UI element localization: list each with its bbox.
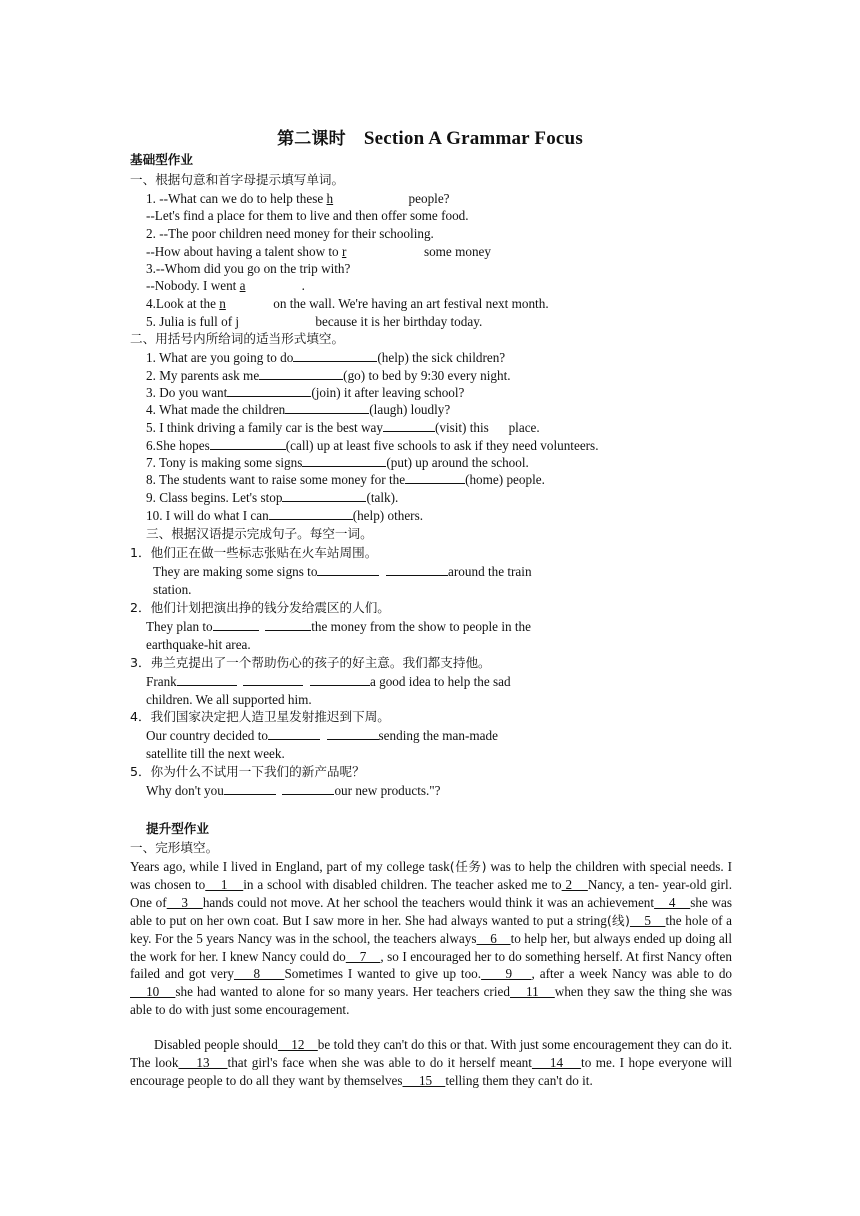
part3-s2-chinese: 2．他们计划把演出挣的钱分发给震区的人们。 [130,600,390,615]
q2b-blank[interactable] [342,243,424,260]
advanced-heading: 提升型作业 [146,821,209,836]
part3-s1-english [153,563,532,580]
cloze-blank[interactable]: 11 [509,984,555,1000]
q1a-letter: h [326,191,334,206]
answer-blank[interactable] [177,673,237,686]
q4-post: on the wall. We're having an art festival next month. [273,296,549,311]
item-hint: (go) to bed by 9:30 every night. [343,368,511,383]
part2-item-10 [146,507,423,524]
basic-heading: 基础型作业 [130,152,193,167]
part2-item-1 [146,349,505,366]
paragraph-text: , so I encouraged her to do something herself. At first Nancy often failed and got very [130,948,733,982]
part2-item-8 [146,471,545,488]
s2-text: They plan to [146,619,213,634]
paragraph-text: the hole of a key. For the 5 years Nancy was in the school, the teachers always [130,912,733,946]
answer-blank[interactable] [224,782,276,795]
q4-letter: n [219,296,226,311]
answer-blank[interactable] [327,727,379,740]
s5-text-2: our new products."? [334,783,441,798]
cloze-blank[interactable]: 13 [178,1054,228,1070]
cloze-blank[interactable]: 8 [233,966,285,982]
answer-blank[interactable] [282,489,366,502]
q3b-text: --Nobody. I went [146,278,240,293]
item-text: 1. What are you going to do [146,350,294,365]
paragraph-text: she had wanted to alone for so many years. Her teachers cried [175,984,510,1000]
s4-text: Our country decided to [146,728,268,743]
paragraph-text: (任务) [449,859,487,874]
part2-item-4 [146,401,450,418]
part2-item-2 [146,367,511,384]
cloze-blank[interactable]: 4 [654,894,691,910]
item-hint: (help) the sick children? [377,350,506,365]
s1-text: They are making some signs to [153,564,318,579]
cloze-blank[interactable]: 6 [476,930,511,946]
q3b-post: . [301,278,305,293]
title-english: Section A Grammar Focus [363,128,583,149]
answer-blank[interactable] [243,673,303,686]
answer-blank[interactable] [405,471,465,484]
item-hint: (laugh) loudly? [369,402,451,417]
cloze-blank[interactable]: 12 [277,1037,318,1052]
answer-blank[interactable] [213,618,259,631]
s2-text-2: the money from the show to people in the [311,619,531,634]
paragraph-text: Years ago, while I lived in England, part of my college task [130,859,450,874]
cloze-heading: 一、完形填空。 [130,840,219,855]
paragraph-text: to help her, but always ended up doing all the work for her. I knew Nancy could do [130,930,732,964]
answer-blank[interactable] [383,419,435,432]
part3-s2-cont: earthquake-hit area. [146,637,251,652]
part1-heading: 一、根据句意和首字母提示填写单词。 [130,172,345,187]
part3-s2-english [146,618,531,635]
part3-s5-english [146,782,441,799]
cloze-blank[interactable]: 15 [402,1072,446,1088]
answer-blank[interactable] [210,437,286,450]
item-text: 6.She hopes [146,438,210,453]
paragraph-text: in a school with disabled children. The teacher asked me to [243,876,562,892]
title-chinese: 第二课时 [277,129,346,149]
answer-blank[interactable] [310,673,370,686]
q2b-letter: r [341,244,347,259]
q1a-blank[interactable] [327,190,409,207]
answer-blank[interactable] [317,563,379,576]
cloze-blank[interactable]: 14 [531,1054,582,1070]
q4-blank[interactable] [219,295,273,312]
cloze-blank[interactable]: 2 [561,876,588,892]
s3-text-2: a good idea to help the sad [369,674,511,689]
s4-text-2: sending the man-made [378,728,498,743]
cloze-blank[interactable]: 1 [205,876,244,892]
paragraph-text: (线) [606,912,630,928]
answer-blank[interactable] [282,782,334,795]
part2-item-7 [146,454,529,471]
paragraph-text: when they saw the thing she was able to do with just some encouragement. [130,984,733,1018]
part3-s1-chinese: 1．他们正在做一些标志张贴在火车站周围。 [130,545,378,560]
item-text: 8. The students want to raise some money for the [146,472,406,487]
paragraph-text: Sometimes I wanted to give up too. [284,966,482,982]
paragraph-text: be told they can't do this or that. With just some encouragement they can do it. The look [130,1037,733,1070]
q3b-letter: a [239,278,246,293]
q5-blank[interactable] [235,313,315,330]
item-text: 5. I think driving a family car is the best way [146,420,383,435]
part1-q2b [146,243,491,260]
part1-q1a [146,190,450,207]
cloze-blank[interactable]: 3 [166,894,203,910]
cloze-blank[interactable]: 9 [481,966,532,982]
q3b-blank[interactable] [240,277,302,294]
cloze-paragraph-2 [130,1036,732,1090]
s1-text-2: around the train [448,564,532,579]
answer-blank[interactable] [293,349,377,362]
part3-s4-cont: satellite till the next week. [146,746,285,761]
item-hint: (talk). [366,490,399,505]
paragraph-text: Nancy, a ten- year-old girl. One of [130,876,733,910]
paragraph-text: , after a week Nancy was able to do [531,966,733,982]
answer-blank[interactable] [285,401,369,414]
answer-blank[interactable] [265,618,311,631]
part3-heading: 三、根据汉语提示完成句子。每空一词。 [146,526,373,541]
page-title [0,124,860,150]
cloze-blank[interactable]: 7 [345,948,381,964]
answer-blank[interactable] [302,454,386,467]
part1-q3b [146,277,305,294]
paragraph-text: that girl's face when she was able to do it herself meant [227,1054,532,1070]
answer-blank[interactable] [227,384,311,397]
part2-item-9 [146,489,398,506]
paragraph-text: hands could not move. At her school the teachers would think it was an achievement [202,894,655,910]
cloze-paragraph-1 [130,858,732,1019]
part3-s4-chinese: 4．我们国家决定把人造卫星发射推迟到下周。 [130,709,390,724]
item-text: 7. Tony is making some signs [146,455,303,470]
q5-text: 5. Julia is full of [146,314,236,329]
part3-s3-cont: children. We all supported him. [146,692,312,707]
part2-item-5 [146,419,540,436]
s3-text: Frank [146,674,177,689]
cloze-blank[interactable]: 10 [130,984,176,1000]
item-hint: (put) up around the school. [386,455,529,470]
item-text: 4. What made the children [146,402,286,417]
answer-blank[interactable] [268,727,320,740]
part1-q1b: --Let's find a place for them to live and then offer some food. [146,208,469,223]
part2-item-3 [146,384,464,401]
q2b-post: some money [423,244,491,259]
item-hint: (help) others. [352,508,423,523]
q5-post: because it is her birthday today. [315,314,483,329]
answer-blank[interactable] [269,507,353,520]
s5-text: Why don't you [146,783,224,798]
part3-s3-english [146,673,511,690]
cloze-blank[interactable]: 5 [629,912,666,928]
q1a-post: people? [408,191,450,206]
q5-letter: j [235,314,240,329]
q4-text: 4.Look at the [146,296,220,311]
item-text: 10. I will do what I can [146,508,269,523]
item-hint: (call) up at least five schools to ask if they need volunteers. [285,438,599,453]
paragraph-text: was to help the children with special needs. I was chosen to [130,859,732,892]
part3-s5-chinese: 5．你为什么不试用一下我们的新产品呢？ [130,764,365,779]
q2b-text: --How about having a talent show to [146,244,342,259]
part1-q3a: 3.--Whom did you go on the trip with? [146,261,351,276]
part3-s1-cont: station. [153,582,192,597]
part2-heading: 二、用括号内所给词的适当形式填空。 [130,331,345,346]
part3-s4-english [146,727,498,744]
answer-blank[interactable] [259,367,343,380]
item-hint: (join) it after leaving school? [311,385,465,400]
part3-s3-chinese: 3．弗兰克提出了一个帮助伤心的孩子的好主意。我们都支持他。 [130,655,491,670]
paragraph-text: Disabled people should [154,1037,278,1052]
item-text: 9. Class begins. Let's stop [146,490,283,505]
part2-item-6 [146,437,599,454]
paragraph-text: telling them they can't do it. [445,1072,593,1088]
part1-q4 [146,295,549,312]
paragraph-text: to me. I hope everyone will encourage people to do all they want by themselves [130,1054,733,1088]
paragraph-text: she was able to put on her own coat. But I saw more in her. She had always wanted to put a string [130,894,733,928]
answer-blank[interactable] [386,563,448,576]
q1a-text: 1. --What can we do to help these [146,191,327,206]
item-hint: (home) people. [465,472,545,487]
part1-q5 [146,313,482,330]
item-text: 3. Do you want [146,385,228,400]
item-hint: (visit) this place. [434,420,540,435]
item-text: 2. My parents ask me [146,368,260,383]
part1-q2a: 2. --The poor children need money for their schooling. [146,226,434,241]
